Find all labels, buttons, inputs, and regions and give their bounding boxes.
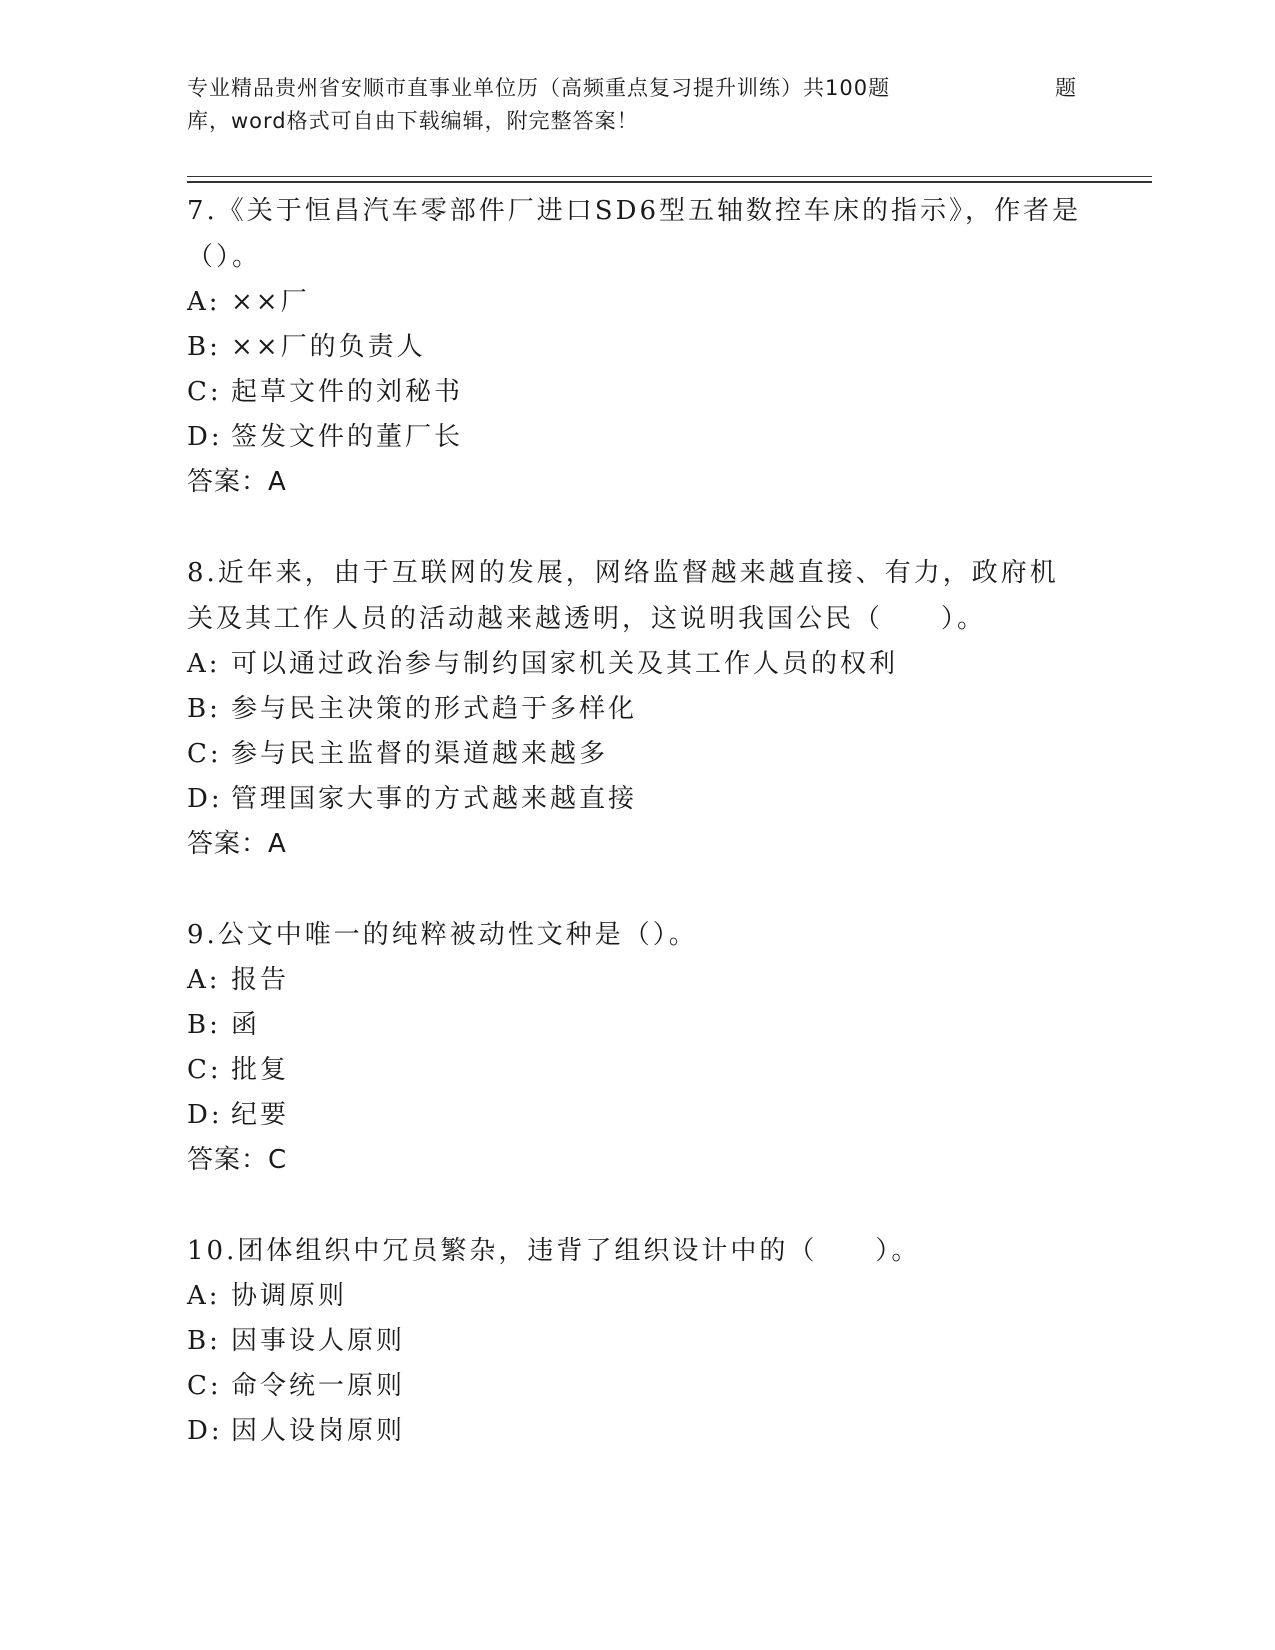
option-c	[187, 370, 1087, 415]
option-text: 纪要	[231, 1100, 290, 1130]
option-text: 签发文件的董厂长	[231, 422, 464, 452]
option-c	[187, 1364, 1087, 1409]
option-text: 参与民主决策的形式趋于多样化	[231, 694, 638, 724]
question-8	[187, 550, 1087, 866]
option-b	[187, 325, 1087, 370]
header-divider-thick	[187, 181, 1152, 183]
option-d	[187, 1409, 1087, 1454]
option-a	[187, 958, 1087, 1003]
question-9	[187, 912, 1087, 1182]
option-letter: B:	[187, 694, 221, 724]
answer-label: 答案：A	[187, 829, 287, 859]
option-letter: C:	[187, 1371, 222, 1401]
option-text: 协调原则	[231, 1281, 348, 1311]
option-letter: D:	[187, 1100, 223, 1130]
option-a	[187, 1274, 1087, 1319]
option-b	[187, 1319, 1087, 1364]
option-b	[187, 1003, 1087, 1048]
question-stem: 10.团体组织中冗员繁杂，违背了组织设计中的（ ）。	[187, 1236, 921, 1266]
option-d	[187, 777, 1087, 822]
answer-label: 答案：A	[187, 467, 287, 497]
question-7	[187, 188, 1087, 504]
option-text: 因事设人原则	[231, 1326, 406, 1356]
option-letter: B:	[187, 1010, 221, 1040]
page-header	[187, 72, 1087, 138]
option-text: 因人设岗原则	[231, 1416, 406, 1446]
option-text: 批复	[231, 1055, 290, 1085]
option-a	[187, 642, 1087, 687]
header-line-2: 库，word格式可自由下载编辑，附完整答案！	[187, 109, 639, 133]
question-stem: 9.公文中唯一的纯粹被动性文种是（）。	[187, 920, 698, 950]
question-list	[187, 188, 1087, 1500]
option-letter: D:	[187, 784, 223, 814]
option-letter: A:	[187, 965, 221, 995]
header-line-1	[187, 72, 1087, 105]
header-title: 专业精品贵州省安顺市直事业单位历（高频重点复习提升训练）共100题	[187, 76, 891, 100]
option-letter: D:	[187, 1416, 223, 1446]
answer-label: 答案：C	[187, 1145, 288, 1175]
option-c	[187, 732, 1087, 777]
option-letter: C:	[187, 377, 222, 407]
question-stem: 7.《关于恒昌汽车零部件厂进口SD6型五轴数控车床的指示》，作者是（）。	[187, 196, 1082, 272]
option-text: 函	[231, 1010, 261, 1040]
option-text: 管理国家大事的方式越来越直接	[231, 784, 638, 814]
option-letter: D:	[187, 422, 223, 452]
header-divider-thin	[187, 176, 1152, 177]
option-text: 报告	[231, 965, 290, 995]
option-letter: B:	[187, 332, 221, 362]
option-c	[187, 1048, 1087, 1093]
option-text: ××厂	[231, 287, 310, 317]
option-text: 参与民主监督的渠道越来越多	[231, 739, 609, 769]
option-d	[187, 1093, 1087, 1138]
option-letter: A:	[187, 1281, 221, 1311]
option-letter: C:	[187, 1055, 222, 1085]
question-10	[187, 1228, 1087, 1454]
option-text: 起草文件的刘秘书	[231, 377, 464, 407]
option-letter: C:	[187, 739, 222, 769]
option-text: 可以通过政治参与制约国家机关及其工作人员的权利	[231, 649, 899, 679]
option-letter: B:	[187, 1326, 221, 1356]
option-text: 命令统一原则	[231, 1371, 406, 1401]
option-letter: A:	[187, 287, 221, 317]
header-title-tail: 题	[1055, 76, 1077, 100]
option-a	[187, 280, 1087, 325]
question-stem: 8.近年来，由于互联网的发展，网络监督越来越直接、有力，政府机关及其工作人员的活动越来越透明，这说明我国公民（ ）。	[187, 558, 1059, 634]
option-letter: A:	[187, 649, 221, 679]
option-b	[187, 687, 1087, 732]
option-text: ××厂的负责人	[231, 332, 426, 362]
option-d	[187, 415, 1087, 460]
